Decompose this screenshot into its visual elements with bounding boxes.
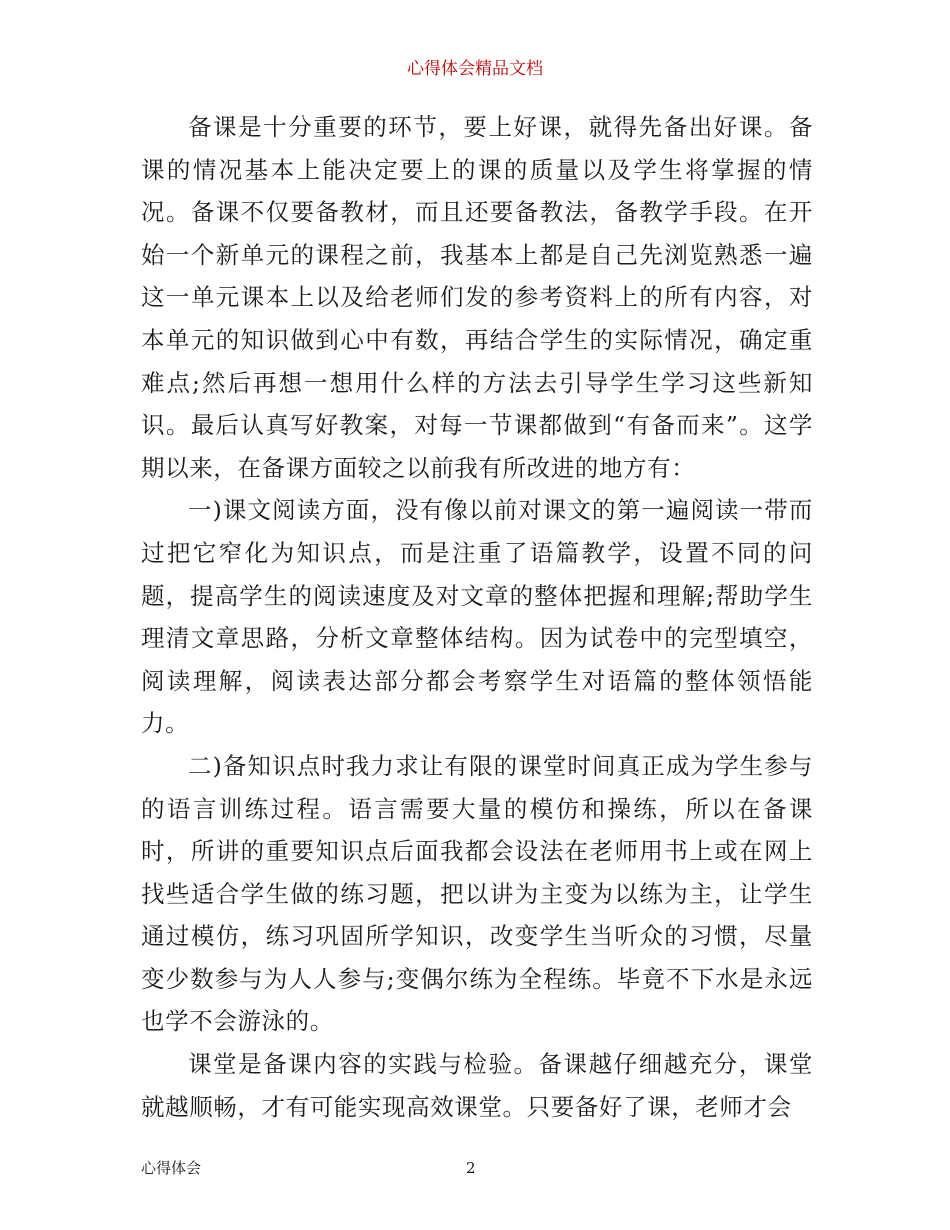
document-body (141, 106, 813, 1128)
paragraph-preparation-intro: 备课是十分重要的环节，要上好课，就得先备出好课。备课的情况基本上能决定要上的课的质量以及学生将掌握的情况。备课不仅要备教材，而且还要备教法，备教学手段。在开始一个新单元的课程之前，我基本上都是自己先浏览熟悉一遍这一单元课本上以及给老师们发的参考资料上的所有内容，对本单元的知识做到心中有数，再结合学生的实际情况，确定重难点;然后再想一想用什么样的方法去引导学生学习这些新知识。最后认真写好教案，对每一节课都做到“有备而来”。这学期以来，在备课方面较之以前我有所改进的地方有： (141, 113, 813, 482)
page-number: 2 (466, 1159, 476, 1177)
footer-label: 心得体会 (141, 1159, 202, 1177)
page-footer (0, 1156, 950, 1180)
page-header-title: 心得体会精品文档 (407, 59, 543, 79)
paragraph-reading-point-1: 一)课文阅读方面，没有像以前对课文的第一遍阅读一带而过把它窄化为知识点，而是注重了语篇教学，设置不同的问题，提高学生的阅读速度及对文章的整体把握和理解;帮助学生理清文章思路，分析文章整体结构。因为试卷中的完型填空，阅读理解，阅读表达部分都会考察学生对语篇的整体领悟能力。 (141, 496, 813, 738)
paragraph-classroom-practice: 课堂是备课内容的实践与检验。备课越仔细越充分，课堂就越顺畅，才有可能实现高效课堂。只要备好了课，老师才会 (141, 1050, 813, 1121)
paragraph-knowledge-point-2: 二)备知识点时我力求让有限的课堂时间真正成为学生参与的语言训练过程。语言需要大量的模仿和操练，所以在备课时，所讲的重要知识点后面我都会设法在老师用书上或在网上找些适合学生做的练习题，把以讲为主变为以练为主，让学生通过模仿，练习巩固所学知识，改变学生当听众的习惯，尽量变少数参与为人人参与;变偶尔练为全程练。毕竟不下水是永远也学不会游泳的。 (141, 751, 813, 1036)
